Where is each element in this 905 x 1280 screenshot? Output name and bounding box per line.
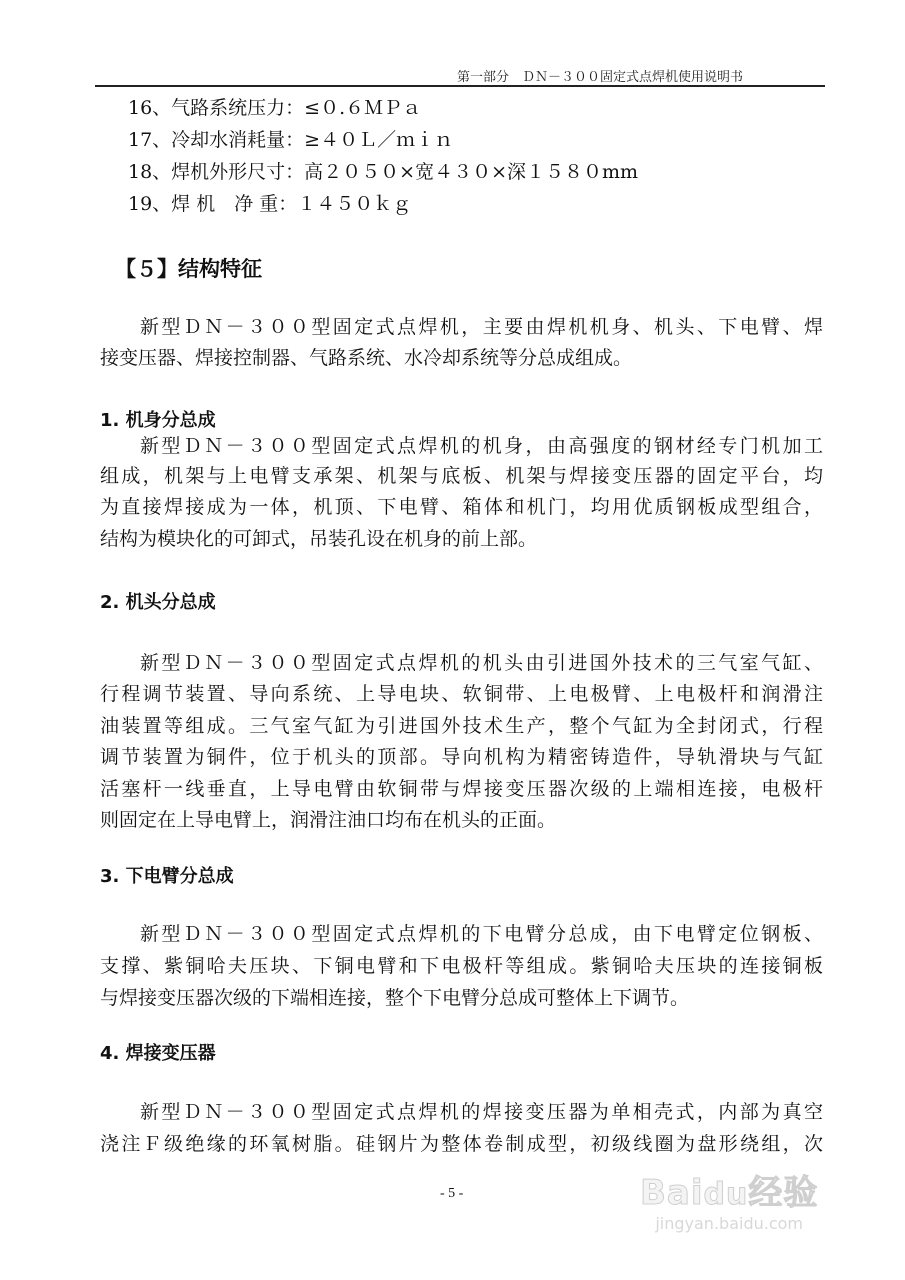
paragraph-line: 新型ＤＮ－３００型固定式点焊机的机身，由高强度的钢材经专门机加工 [140,435,823,457]
paragraph-line: 结构为模块化的可卸式，吊装孔设在机身的前上部。 [100,528,538,550]
subsection-heading: 3. 下电臂分总成 [100,866,234,887]
page-number: - 5 - [440,1186,464,1201]
paragraph-line: 新型ＤＮ－３００型固定式点焊机的下电臂分总成，由下电臂定位钢板、 [140,923,823,945]
spec-item: 17、冷却水消耗量：≥４０Ｌ／ｍｉｎ [128,129,454,151]
paragraph-line: 活塞杆一线垂直，上导电臂由软铜带与焊接变压器次级的上端相连接，电极杆 [100,778,823,800]
paragraph-line: 则固定在上导电臂上，润滑注油口均布在机头的正面。 [100,809,557,831]
paragraph-line: 与焊接变压器次级的下端相连接，整个下电臂分总成可整体上下调节。 [100,987,690,1009]
paragraph-line: 行程调节装置、导向系统、上导电块、软铜带、上电极臂、上电极杆和润滑注 [100,683,823,705]
spec-item: 16、气路系统压力：≤０.６ＭＰａ [128,97,422,119]
paragraph-line: 浇注Ｆ级绝缘的环氧树脂。硅钢片为整体卷制成型，初级线圈为盘形绕组，次 [100,1133,823,1155]
section-title: 【５】结构特征 [115,256,262,281]
subsection-heading: 1. 机身分总成 [100,410,216,431]
subsection-heading: 2. 机头分总成 [100,592,216,613]
paragraph-line: 支撑、紫铜哈夫压块、下铜电臂和下电极杆等组成。紫铜哈夫压块的连接铜板 [100,955,823,977]
subsection-heading: 4. 焊接变压器 [100,1043,216,1064]
paragraph-line: 调节装置为铜件，位于机头的顶部。导向机构为精密铸造件，导轨滑块与气缸 [100,746,823,768]
paragraph-line: 油装置等组成。三气室气缸为引进国外技术生产，整个气缸为全封闭式，行程 [100,715,823,737]
paragraph-line: 组成，机架与上电臂支承架、机架与底板、机架与焊接变压器的固定平台，均 [100,465,823,487]
spec-item: 18、焊机外形尺寸：高２０５０×宽４３０×深１５８０mm [128,161,639,183]
spec-item: 19、焊 机 净 重：１４５０ｋｇ [128,193,412,215]
watermark-url: jingyan.baidu.com [655,1214,803,1233]
paragraph-line: 新型ＤＮ－３００型固定式点焊机的焊接变压器为单相壳式，内部为真空 [140,1101,823,1123]
paragraph-line: 新型ＤＮ－３００型固定式点焊机的机头由引进国外技术的三气室气缸、 [140,652,823,674]
paragraph-line: 为直接焊接成为一体，机顶、下电臂、箱体和机门，均用优质钢板成型组合， [100,496,823,518]
paragraph-line: 接变压器、焊接控制器、气路系统、水冷却系统等分总成组成。 [100,347,633,369]
baidu-watermark [640,1165,818,1233]
header-rule [95,85,825,87]
watermark-logo: Baidu经验 [640,1173,819,1213]
running-header: 第一部分 ＤＮ－３００固定式点焊机使用说明书 [457,70,744,85]
paragraph-line: 新型ＤＮ－３００型固定式点焊机，主要由焊机机身、机头、下电臂、焊 [140,316,823,338]
